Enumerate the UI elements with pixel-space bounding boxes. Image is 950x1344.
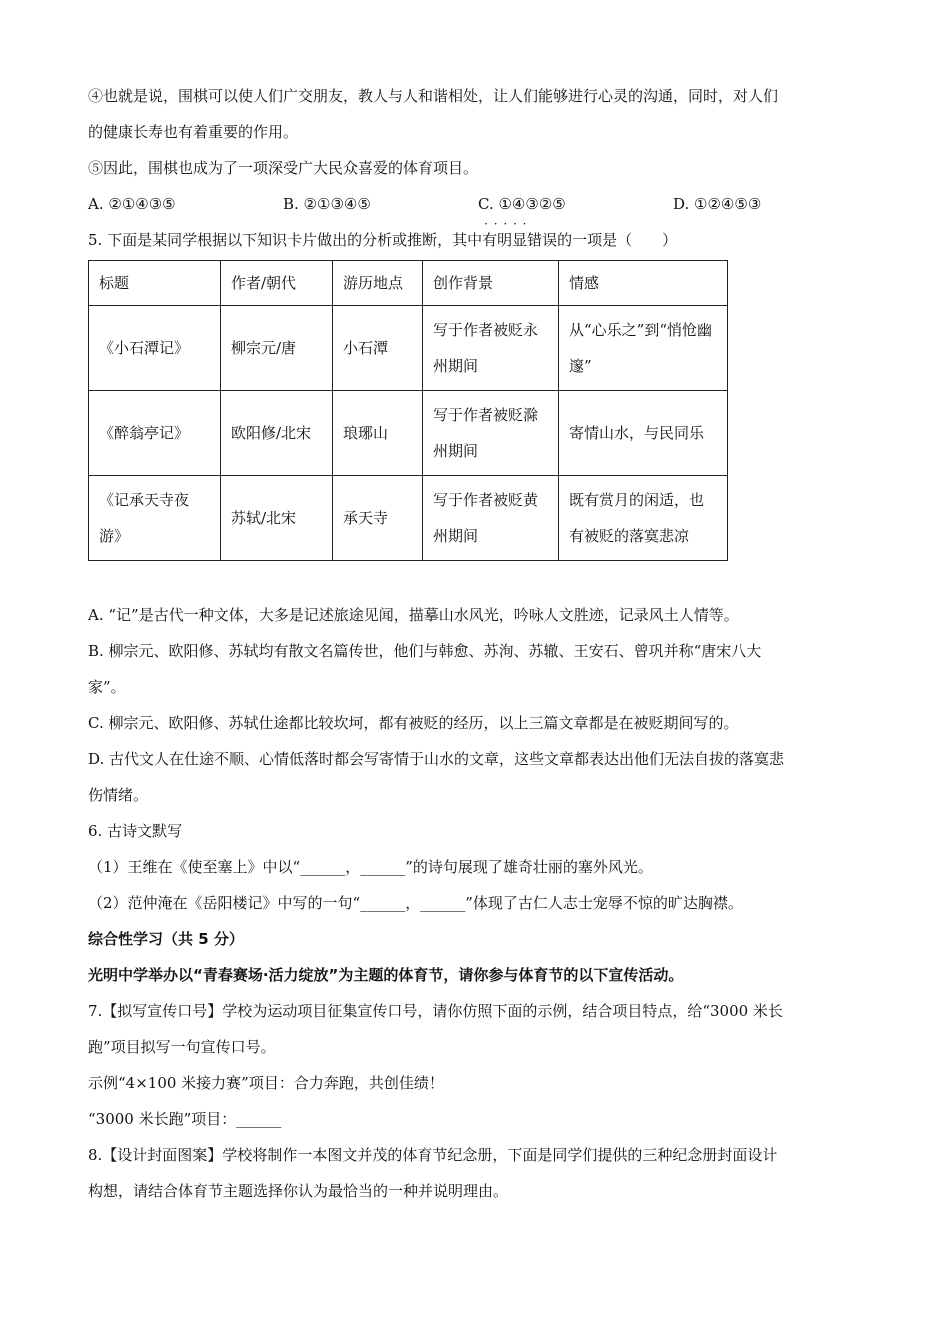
table-header-cell: 情感	[559, 261, 728, 306]
q5-stem-post: 的一项是（ ）	[557, 231, 678, 249]
table-row	[89, 391, 728, 476]
table-cell: 苏轼/北宋	[221, 476, 333, 561]
q5-option-b: B. 柳宗元、欧阳修、苏轼均有散文名篇传世，他们与韩愈、苏洵、苏辙、王安石、曾巩并称“唐宋八大	[88, 642, 762, 660]
section-title: 综合性学习（共 5 分）	[88, 930, 244, 948]
q5-option-c: C. 柳宗元、欧阳修、苏轼仕途都比较坎坷，都有被贬的经历，以上三篇文章都是在被贬期间写的。	[88, 714, 739, 732]
q7-example: 示例“4×100 米接力赛”项目：合力奔跑，共创佳绩！	[88, 1074, 444, 1092]
table-cell: 欧阳修/北宋	[221, 391, 333, 476]
table-cell: 承天寺	[333, 476, 423, 561]
table-header-row	[89, 261, 728, 306]
q5-option-b-cont: 家”。	[88, 678, 126, 696]
table-header-cell: 创作背景	[423, 261, 559, 306]
table-cell: 写于作者被贬黄州期间	[423, 476, 559, 561]
q6-item-2: （2）范仲淹在《岳阳楼记》中写的一句“______，______”体现了古仁人志士宠辱不惊的旷达胸襟。	[88, 894, 743, 912]
table-cell: 《记承天寺夜游》	[89, 476, 221, 561]
q4-option-a: A. ②①④③⑤	[88, 195, 176, 213]
table-cell: 柳宗元/唐	[221, 306, 333, 391]
q5-option-a: A. “记”是古代一种文体，大多是记述旅途见闻，描摹山水风光，吟咏人文胜迹，记录风土人情等。	[88, 606, 739, 624]
q5-stem	[88, 222, 868, 258]
q5-option-d-cont: 伤情绪。	[88, 786, 149, 804]
q4-option-d: D. ①②④⑤③	[673, 195, 762, 213]
q4-sentence-4: ④也就是说，围棋可以使人们广交朋友，教人与人和谐相处，让人们能够进行心灵的沟通，同时，对人们	[88, 87, 779, 105]
table-cell: 琅琊山	[333, 391, 423, 476]
table-header-cell: 标题	[89, 261, 221, 306]
q4-option-b: B. ②①③④⑤	[283, 195, 371, 213]
table-header-cell: 作者/朝代	[221, 261, 333, 306]
q6-item-1: （1）王维在《使至塞上》中以“______，______”的诗句展现了雄奇壮丽的塞外风光。	[88, 858, 653, 876]
table-cell: 寄情山水，与民同乐	[559, 391, 728, 476]
table-cell: 《小石潭记》	[89, 306, 221, 391]
q5-stem-pre: 5. 下面是某同学根据以下知识卡片做出的分析或推断，其中	[88, 231, 483, 249]
table-cell: 既有赏月的闲适，也有被贬的落寞悲凉	[559, 476, 728, 561]
q6-title: 6. 古诗文默写	[88, 822, 183, 840]
q8-line-1: 8.【设计封面图案】学校将制作一本图文并茂的体育节纪念册，下面是同学们提供的三种纪念册封面设计	[88, 1146, 778, 1164]
table-cell: 写于作者被贬滁州期间	[423, 391, 559, 476]
table-cell: 《醉翁亭记》	[89, 391, 221, 476]
q7-line-1: 7.【拟写宣传口号】学校为运动项目征集宣传口号，请你仿照下面的示例，结合项目特点，给“3000 米长	[88, 1002, 783, 1020]
knowledge-card-table	[88, 260, 728, 561]
q4-options	[88, 186, 868, 222]
q5-option-d: D. 古代文人在仕途不顺、心情低落时都会写寄情于山水的文章，这些文章都表达出他们无法自拔的落寞悲	[88, 750, 785, 768]
q4-option-c: C. ①④③②⑤	[478, 195, 566, 213]
q7-answer-blank: “3000 米长跑”项目：______	[88, 1110, 282, 1128]
table-cell: 从“心乐之”到“悄怆幽邃”	[559, 306, 728, 391]
section-intro: 光明中学举办以“青春赛场·活力绽放”为主题的体育节，请你参与体育节的以下宣传活动。	[88, 966, 684, 984]
q7-line-2: 跑”项目拟写一句宣传口号。	[88, 1038, 276, 1056]
q4-sentence-5: ⑤因此，围棋也成为了一项深受广大民众喜爱的体育项目。	[88, 159, 479, 177]
q5-stem-emphasis: · · · 有明显错误	[482, 222, 557, 258]
q4-sentence-4-cont: 的健康长寿也有着重要的作用。	[88, 123, 299, 141]
table-cell: 小石潭	[333, 306, 423, 391]
table-row	[89, 306, 728, 391]
q8-line-2: 构想，请结合体育节主题选择你认为最恰当的一种并说明理由。	[88, 1182, 509, 1200]
table-header-cell: 游历地点	[333, 261, 423, 306]
table-cell: 写于作者被贬永州期间	[423, 306, 559, 391]
table-row	[89, 476, 728, 561]
exam-page	[88, 78, 868, 1209]
